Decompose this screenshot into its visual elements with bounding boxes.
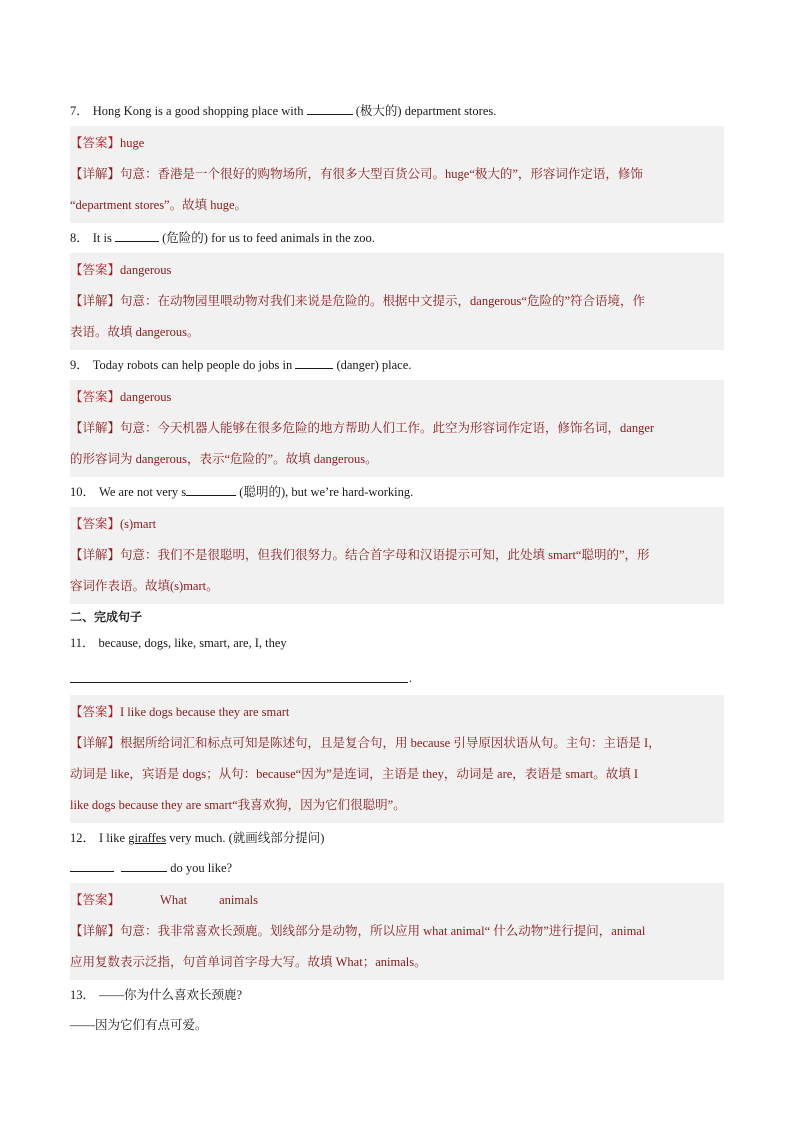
answer-blank [186, 481, 236, 496]
line-end-punctuation: . [408, 671, 412, 685]
detail-tag: 【详解】 [70, 294, 121, 308]
answer-tag: 【答案】 [70, 390, 121, 404]
detail-text: 句意：香港是一个很好的购物场所，有很多大型百货公司。huge“极大的”，形容词作定语，修饰 [120, 167, 643, 181]
detail-tag: 【详解】 [70, 167, 121, 181]
dialogue-line-1: ——你为什么喜欢长颈鹿? [99, 988, 243, 1002]
answer-blank-1 [70, 857, 114, 872]
detail-text: 句意：我非常喜欢长颈鹿。划线部分是动物，所以应用 what animal“ 什么动物”进行提问，animal [120, 924, 646, 938]
question-words: because, dogs, like, smart, are, I, they [98, 636, 287, 650]
answer-line [70, 382, 724, 413]
detail-line [70, 413, 724, 444]
detail-tag: 【详解】 [70, 924, 121, 938]
question-12-line-2 [70, 853, 724, 883]
detail-line [70, 286, 724, 317]
answer-tag: 【答案】 [70, 517, 121, 531]
detail-text: 句意：今天机器人能够在很多危险的地方帮助人们工作。此空为形容词作定语，修饰名词，danger [120, 421, 655, 435]
question-text-after: very much. (就画线部分提问) [169, 831, 325, 845]
answer-blank [115, 227, 159, 242]
detail-tag: 【详解】 [70, 548, 121, 562]
answer-blank [307, 100, 353, 115]
detail-text: 句意：我们不是很聪明，但我们很努力。结合首字母和汉语提示可知，此处填 smart“聪明的”，形 [120, 548, 650, 562]
answer-box-8 [70, 253, 724, 350]
question-hint: (聪明的), but we’re hard-working. [239, 485, 414, 499]
answer-line [70, 128, 724, 159]
worksheet [70, 96, 724, 1040]
question-text: I like [99, 831, 126, 845]
question-9 [70, 350, 724, 380]
detail-line: 容词作表语。故填(s)mart。 [70, 579, 219, 593]
answer-text: (s)mart [120, 517, 157, 531]
question-11 [70, 628, 724, 658]
detail-line: “department stores”。故填 huge。 [70, 198, 248, 212]
section-heading: 二、完成句子 [70, 610, 143, 624]
detail-line: 表语。故填 dangerous。 [70, 325, 200, 339]
answer-text-1: What [160, 893, 188, 907]
detail-line [70, 916, 724, 947]
answer-text: dangerous [120, 390, 172, 404]
question-text: It is [92, 231, 112, 245]
underlined-word: giraffes [128, 831, 167, 845]
detail-text: 根据所给词汇和标点可知是陈述句，且是复合句，用 because 引导原因状语从句。主句：主语是 I， [120, 736, 661, 750]
question-8 [70, 223, 724, 253]
answer-line [70, 255, 724, 286]
answer-tag: 【答案】 [70, 705, 121, 719]
detail-line: 的形容词为 dangerous，表示“危险的”。故填 dangerous。 [70, 452, 378, 466]
detail-line: 应用复数表示泛指，句首单词首字母大写。故填 What；animals。 [70, 955, 427, 969]
detail-line [70, 728, 724, 759]
question-7 [70, 96, 724, 126]
answer-line [70, 697, 724, 728]
answer-box-7 [70, 126, 724, 223]
question-13 [70, 980, 724, 1010]
question-text: Hong Kong is a good shopping place with [92, 104, 304, 118]
answer-box-12 [70, 883, 724, 980]
detail-line: 动词是 like，宾语是 dogs；从句：because“因为”是连词，主语是 they，动词是 are，表语是 smart。故填 I [70, 767, 638, 781]
question-number: 8． [70, 231, 89, 245]
detail-line [70, 159, 724, 190]
answer-box-9 [70, 380, 724, 477]
answer-blank-2 [121, 857, 167, 872]
answer-tag: 【答案】 [70, 136, 121, 150]
answer-blank [295, 354, 333, 369]
detail-text: 句意：在动物园里喂动物对我们来说是危险的。根据中文提示，dangerous“危险的”符合语境，作 [120, 294, 645, 308]
question-text: We are not very s [99, 485, 187, 499]
question-12 [70, 823, 724, 853]
answer-box-11 [70, 695, 724, 823]
question-hint: (danger) place. [336, 358, 412, 372]
answer-text: huge [120, 136, 145, 150]
question-number: 13． [70, 988, 96, 1002]
question-number: 11． [70, 636, 95, 650]
detail-tag: 【详解】 [70, 736, 121, 750]
detail-line [70, 540, 724, 571]
answer-text: I like dogs because they are smart [120, 705, 290, 719]
question-number: 10． [70, 485, 96, 499]
detail-tag: 【详解】 [70, 421, 121, 435]
answer-tag: 【答案】 [70, 893, 121, 907]
answer-text: dangerous [120, 263, 172, 277]
answer-text-2: animals [219, 893, 258, 907]
question-number: 12． [70, 831, 96, 845]
question-10 [70, 477, 724, 507]
question-text: do you like? [170, 861, 233, 875]
question-number: 7． [70, 104, 89, 118]
dialogue-line-2: ——因为它们有点可爱。 [70, 1018, 208, 1032]
question-number: 9． [70, 358, 89, 372]
answer-line-blank [70, 658, 412, 685]
answer-line [70, 885, 724, 916]
answer-tag: 【答案】 [70, 263, 121, 277]
question-hint: (危险的) for us to feed animals in the zoo. [162, 231, 375, 245]
answer-box-10 [70, 507, 724, 604]
question-hint: (极大的) department stores. [355, 104, 497, 118]
detail-line: like dogs because they are smart“我喜欢狗，因为它们很聪明”。 [70, 798, 406, 812]
question-text: Today robots can help people do jobs in [92, 358, 293, 372]
answer-line [70, 509, 724, 540]
